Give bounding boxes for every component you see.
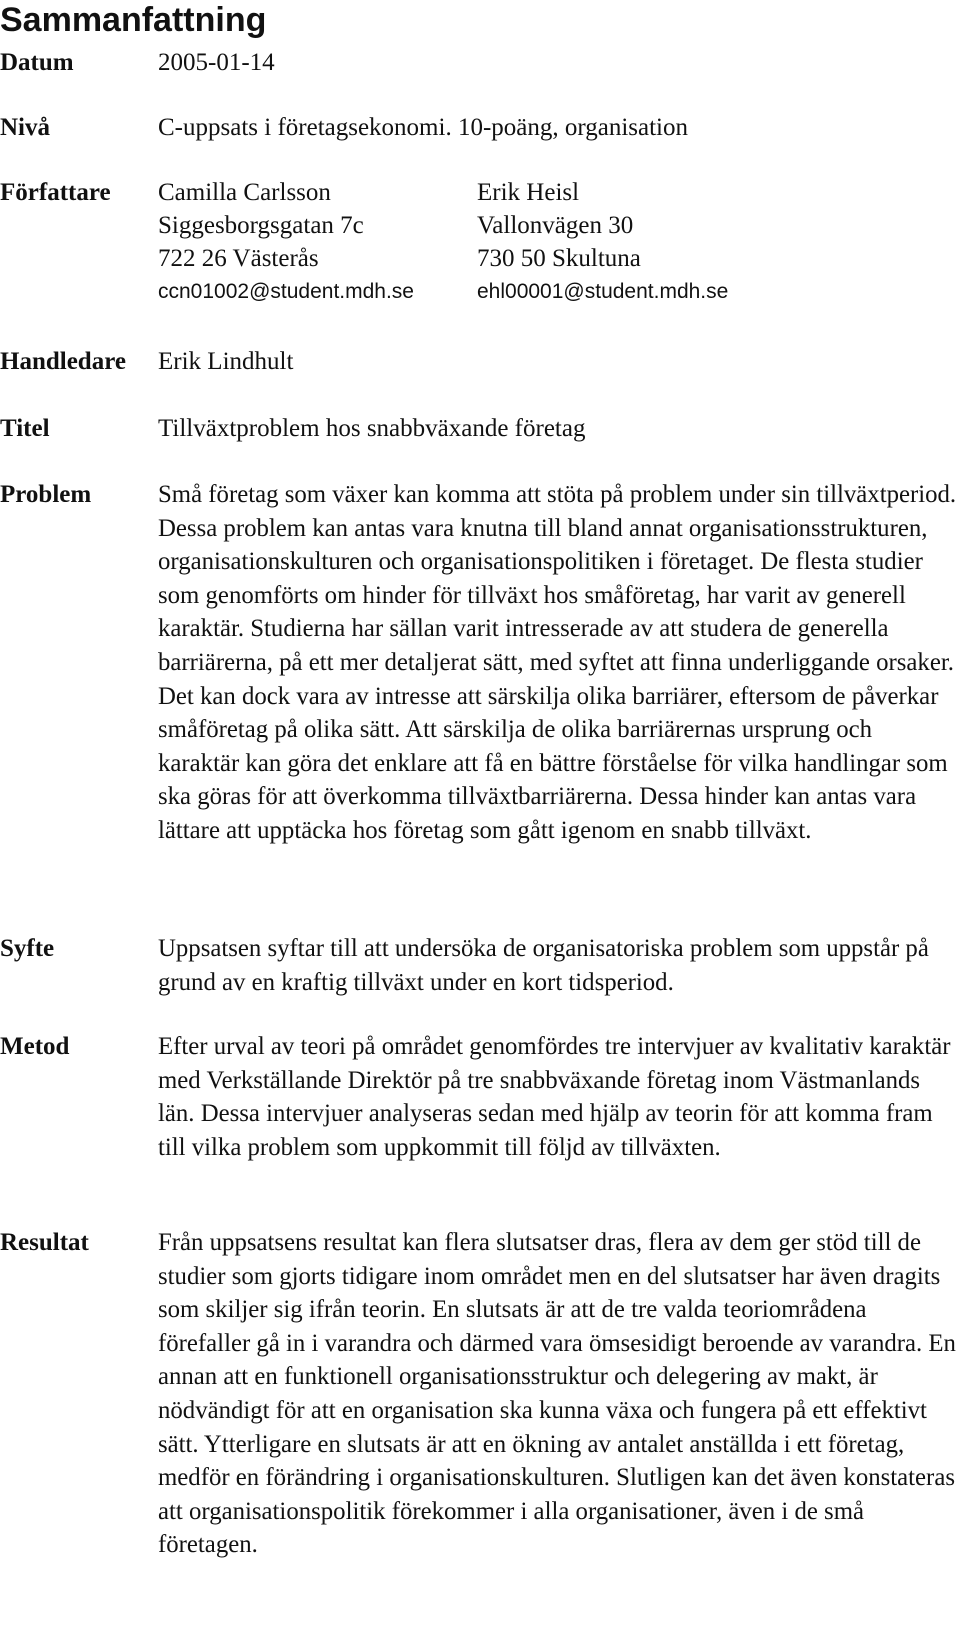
syfte-text: Uppsatsen syftar till att undersöka de organisatoriska problem som uppstår på grund av en kraftig tillväxt under en kort tidsperiod.: [158, 935, 929, 996]
author-2-email: ehl00001@student.mdh.se: [477, 280, 729, 303]
handledare-label: Handledare: [0, 348, 126, 375]
titel-value: Tillväxtproblem hos snabbväxande företag: [158, 415, 586, 442]
syfte-label: Syfte: [0, 935, 55, 962]
author-1-city: 722 26 Västerås: [158, 245, 319, 272]
forfattare-label: Författare: [0, 179, 111, 206]
author-1-street: Siggesborgsgatan 7c: [158, 212, 364, 239]
niva-value: C-uppsats i företagsekonomi. 10-poäng, organisation: [158, 114, 689, 141]
resultat-text: Från uppsatsens resultat kan flera slutsatser dras, flera av dem ger stöd till de studier som gjorts tidigare inom området men en del slutsatser har även dragits som skiljer sig ifrån teorin. En slutsats är att de tre valda teoriområdena förefaller gå in i varandra och därmed vara ömsesidigt beroende av varandra. En annan att en funktionell organisationsstruktur och delegering av makt, är nödvändigt för att en organisation ska kunna växa och fungera på ett effektivt sätt. Ytterligare en slutsats är att en ökning av antalet anställda i ett företag, medför en förändring i organisationskulturen. Slutligen kan det även konstateras att organisationspolitik förekommer i alla organisationer, även i de små företagen.: [158, 1229, 956, 1559]
metod-label: Metod: [0, 1033, 70, 1060]
metod-text: Efter urval av teori på området genomfördes tre intervjuer av kvalitativ karaktär med Verkställande Direktör på tre snabbväxande företag inom Västmanlands län. Dessa intervjuer analyseras sedan med hjälp av teorin för att komma fram till vilka problem som uppkommit till följd av tillväxten.: [158, 1033, 951, 1161]
resultat-label: Resultat: [0, 1229, 89, 1256]
author-1-email: ccn01002@student.mdh.se: [158, 280, 414, 303]
problem-text: Små företag som växer kan komma att stöta på problem under sin tillväxtperiod. Dessa problem kan antas vara knutna till bland annat organisationsstrukturen, organisationskulturen och organisationspolitiken i företaget. De flesta studier som genomförts om hinder för tillväxt hos småföretag, har varit av generell karaktär. Studierna har sällan varit intresserade av att studera de generella barriärerna, på ett mer detaljerat sätt, med syftet att finna underliggande orsaker. Det kan dock vara av intresse att särskilja olika barriärer, eftersom de påverkar småföretag på olika sätt. Att särskilja de olika barriärernas ursprung och karaktär kan göra det enklare att få en bättre förståelse för vilka handlingar som ska göras för att överkomma tillväxtbarriärerna. Dessa hinder kan antas vara lättare att upptäcka hos företag som gått igenom en snabb tillväxt.: [158, 481, 957, 844]
author-2-name: Erik Heisl: [477, 179, 580, 206]
author-1: [158, 176, 478, 308]
problem-label: Problem: [0, 481, 92, 508]
handledare-value: Erik Lindhult: [158, 348, 294, 375]
datum-value: 2005-01-14: [158, 49, 275, 76]
author-1-name: Camilla Carlsson: [158, 179, 331, 206]
datum-label: Datum: [0, 49, 74, 76]
author-2-street: Vallonvägen 30: [477, 212, 634, 239]
niva-label: Nivå: [0, 114, 50, 141]
author-2-city: 730 50 Skultuna: [477, 245, 641, 272]
titel-label: Titel: [0, 415, 50, 442]
page-title: Sammanfattning: [0, 1, 267, 39]
author-2: [477, 176, 728, 308]
